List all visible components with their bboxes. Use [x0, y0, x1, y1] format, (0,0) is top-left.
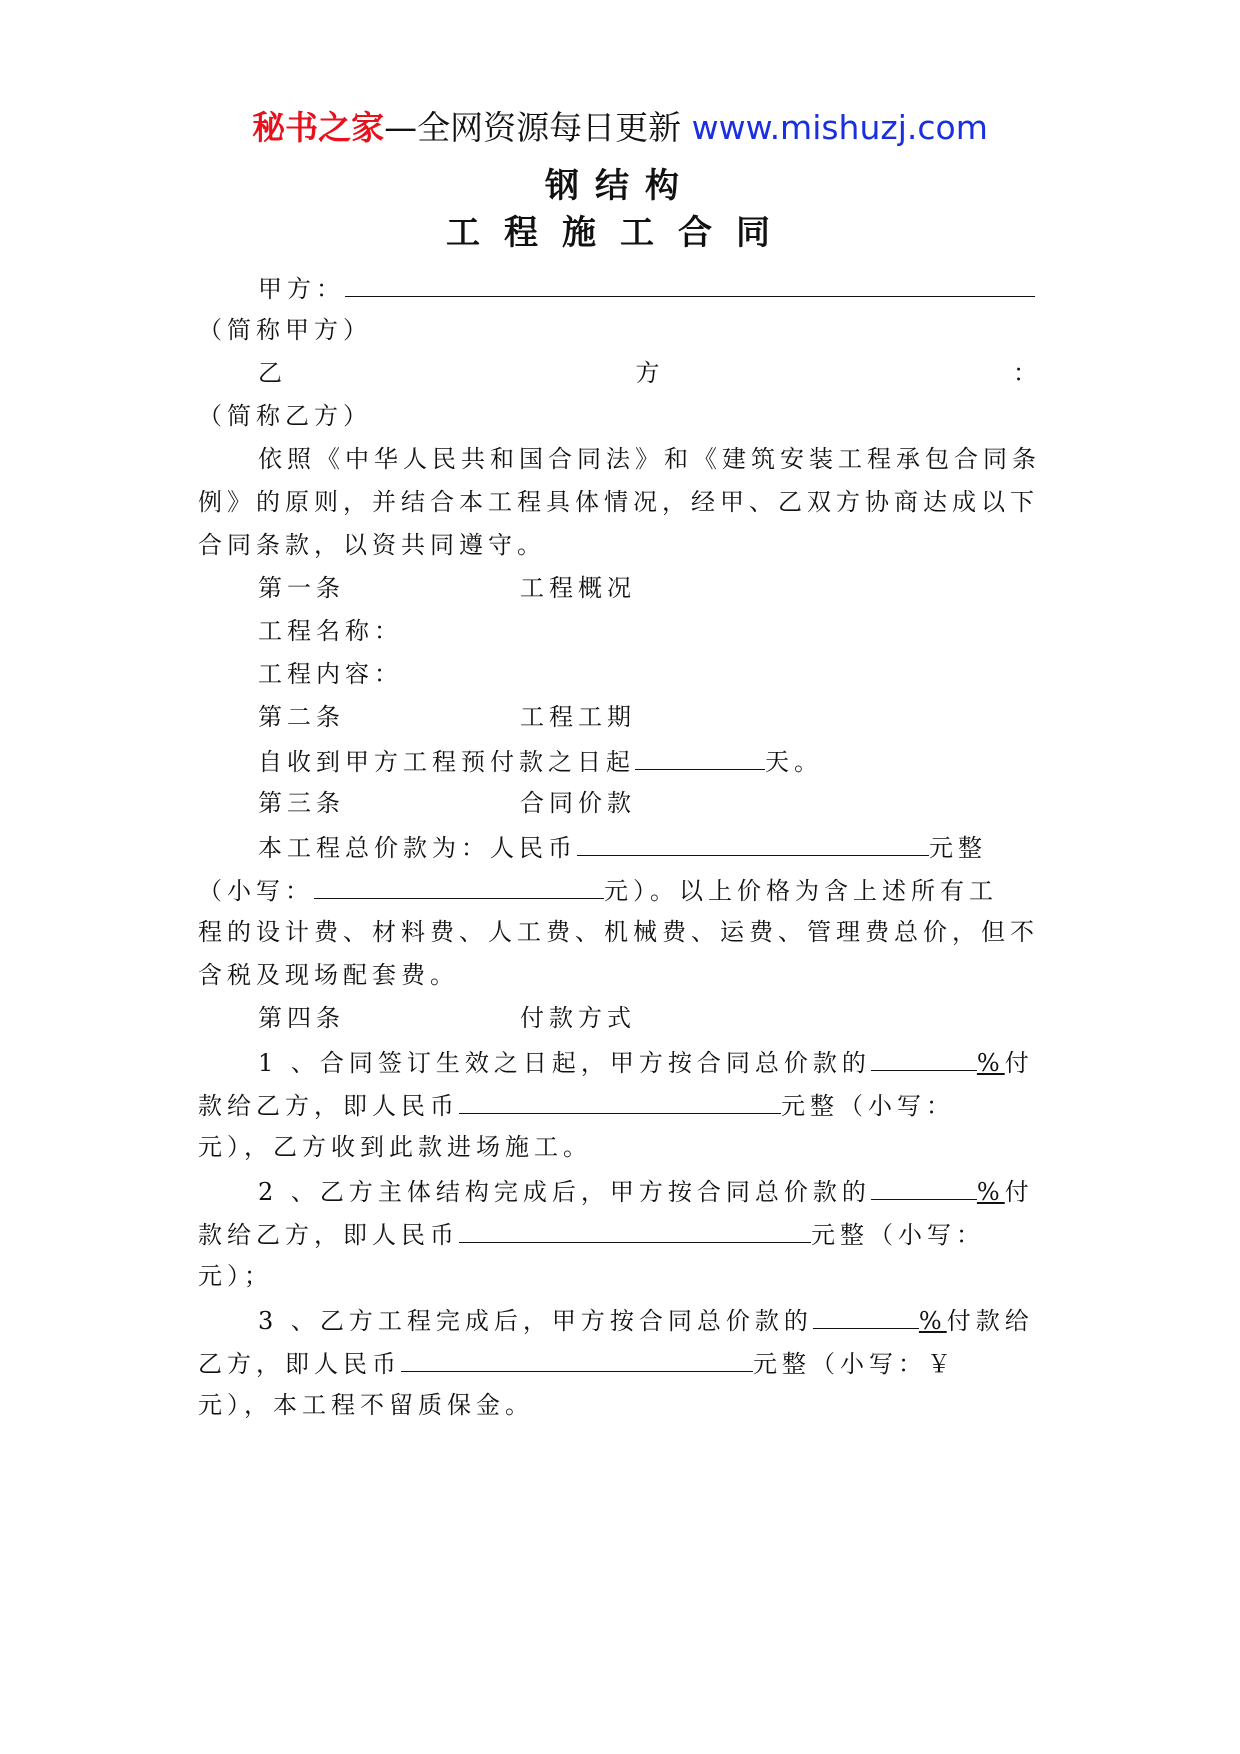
preamble-line-2: 例》的原则，并结合本工程具体情况，经甲、乙双方协商达成以下 — [198, 488, 1039, 516]
payment-1-pct-blank[interactable] — [871, 1044, 977, 1071]
party-b-line — [198, 356, 1042, 390]
project-content-label: 工程内容： — [258, 660, 403, 688]
site-banner — [0, 102, 1240, 149]
payment-1-text-c: 款给乙方，即人民币 — [198, 1092, 459, 1120]
article-4-number: 第四条 — [258, 1004, 345, 1032]
payment-2-text-b: 付 — [1004, 1178, 1034, 1206]
duration-blank[interactable] — [635, 743, 765, 770]
price-text-d: 元）。以上价格为含上述所有工 — [604, 877, 998, 905]
payment-2-text-a: 2 、乙方主体结构完成后，甲方按合同总价款的 — [258, 1178, 871, 1206]
article-4-heading — [198, 1001, 1102, 1035]
article-2-number: 第二条 — [258, 703, 345, 731]
preamble-line-3: 合同条款，以资共同遵守。 — [198, 531, 546, 559]
title-line-1: 钢结构 — [545, 166, 695, 206]
party-a-abbr: （简称甲方） — [198, 316, 372, 344]
payment-2-amount-blank[interactable] — [459, 1216, 811, 1243]
payment-3-line-3: 元），本工程不留质保金。 — [198, 1391, 534, 1419]
party-b-label-2: 方 — [635, 359, 665, 387]
price-line-1 — [198, 829, 1102, 863]
payment-3-pct-blank[interactable] — [813, 1302, 919, 1329]
article-1-number: 第一条 — [258, 574, 345, 602]
article-4-title: 付款方式 — [520, 1004, 636, 1032]
price-blank-numeric[interactable] — [314, 872, 604, 899]
article-3-heading — [198, 786, 1102, 820]
duration-text-b: 天。 — [765, 748, 823, 776]
payment-3-text-a: 3 、乙方工程完成后，甲方按合同总价款的 — [258, 1307, 813, 1335]
title-line-2: 工程施工合同 — [446, 213, 794, 253]
banner-brand: 秘书之家 — [252, 108, 385, 147]
price-line-4: 含税及现场配套费。 — [198, 961, 459, 989]
payment-2-line-2 — [198, 1216, 1042, 1250]
payment-2-text-c: 款给乙方，即人民币 — [198, 1221, 459, 1249]
payment-3-text-b: 付款给 — [946, 1307, 1034, 1335]
banner-slogan: —全网资源每日更新 — [384, 108, 682, 147]
duration-text-a: 自收到甲方工程预付款之日起 — [258, 748, 635, 776]
party-a-line — [198, 270, 1102, 304]
payment-3-line-1 — [198, 1302, 1102, 1336]
project-name-label: 工程名称： — [258, 617, 403, 645]
party-b-abbr: （简称乙方） — [198, 402, 372, 430]
price-text-c: （小写： — [198, 877, 314, 905]
payment-2-text-d: 元整（小写： — [811, 1221, 985, 1249]
payment-1-text-d: 元整（小写： — [781, 1092, 955, 1120]
duration-line — [198, 743, 1102, 777]
payment-1-amount-blank[interactable] — [459, 1087, 781, 1114]
payment-3-pct: % — [918, 1307, 947, 1335]
article-3-title: 合同价款 — [520, 789, 636, 817]
article-2-title: 工程工期 — [520, 703, 636, 731]
party-a-blank[interactable] — [345, 270, 1035, 297]
price-text-b: 元整 — [929, 834, 987, 862]
price-line-3: 程的设计费、材料费、人工费、机械费、运费、管理费总价，但不 — [198, 918, 1039, 946]
payment-2-pct: % — [976, 1178, 1005, 1206]
payment-2-line-1 — [198, 1173, 1102, 1207]
article-3-number: 第三条 — [258, 789, 345, 817]
banner-url[interactable]: www.mishuzj.com — [691, 108, 988, 147]
payment-1-line-1 — [198, 1044, 1102, 1078]
payment-3-text-c: 乙方，即人民币 — [198, 1350, 401, 1378]
payment-1-line-2 — [198, 1087, 1042, 1121]
article-2-heading — [198, 700, 1102, 734]
party-b-label-3: ： — [1013, 359, 1042, 387]
payment-3-line-2 — [198, 1345, 1042, 1379]
payment-1-text-b: 付 — [1004, 1049, 1034, 1077]
price-text-a: 本工程总价款为：人民币 — [258, 834, 577, 862]
party-b-label-1: 乙 — [258, 359, 287, 387]
price-blank-capital[interactable] — [577, 829, 929, 856]
payment-1-pct: % — [976, 1049, 1005, 1077]
payment-3-text-d: 元整（小写：￥ — [753, 1350, 956, 1378]
preamble-line-1: 依照《中华人民共和国合同法》和《建筑安装工程承包合同条 — [258, 445, 1041, 473]
payment-2-line-3: 元）； — [198, 1262, 273, 1290]
payment-1-text-a: 1 、合同签订生效之日起，甲方按合同总价款的 — [258, 1049, 871, 1077]
price-line-2 — [198, 872, 1042, 906]
article-1-heading — [198, 571, 1102, 605]
article-1-title: 工程概况 — [520, 574, 636, 602]
party-a-label: 甲方： — [258, 275, 345, 303]
payment-3-amount-blank[interactable] — [401, 1345, 753, 1372]
payment-1-line-3: 元），乙方收到此款进场施工。 — [198, 1133, 592, 1161]
payment-2-pct-blank[interactable] — [871, 1173, 977, 1200]
